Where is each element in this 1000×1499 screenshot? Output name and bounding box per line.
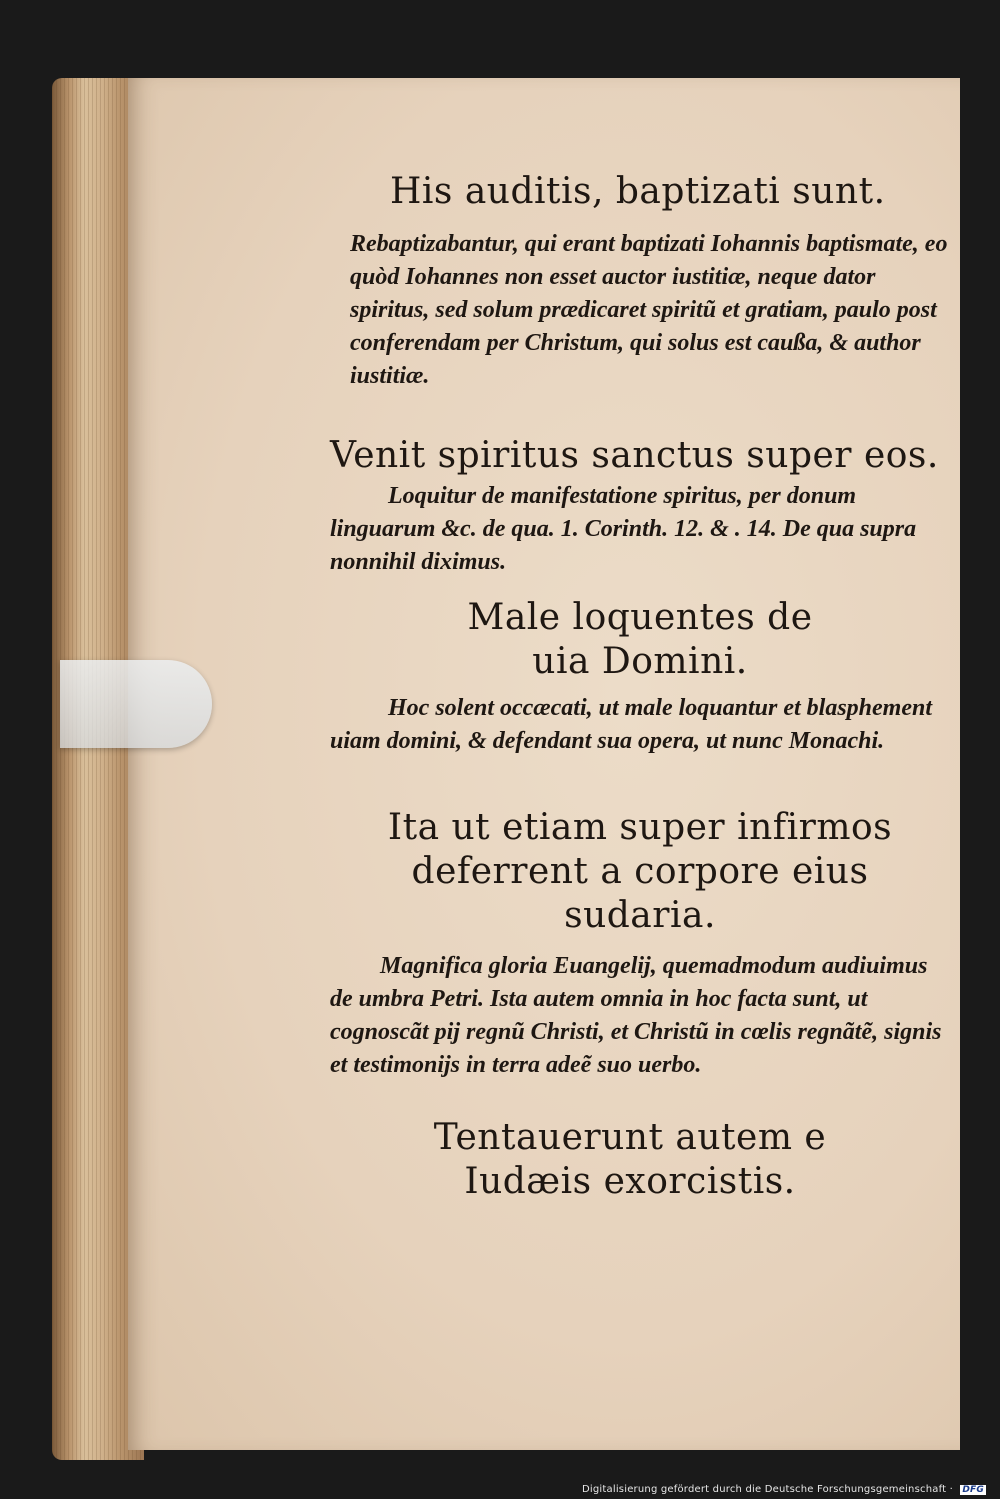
paragraph-hoc-solent: Hoc solent occæcati, ut male loquantur et blasphement uiam domini, & defendant sua opera, ut nunc Monachi. [330,695,933,754]
paragraph-magnifica-gloria: Magnifica gloria Euangelij, quemadmodum audiuimus de umbra Petri. Ista autem omnia in hoc facta sunt, ut cognoscãt pij regnũ Christi, et Christũ in cœlis regnãtẽ, signis et testimonijs in terra adeẽ suo uerbo. [330,953,942,1078]
paragraph-rebaptizabantur: Rebaptizabantur, qui erant baptizati Iohannis baptismate, eo quòd Iohannes non esset auctor iustitiæ, neque dator spiritus, sed solum prædicaret spiritũ et gratiam, paulo post conferendam per Christum, qui solus est caußa, & author iustitiæ. [350,231,948,389]
dfg-logo: DFG [962,1485,984,1495]
digitization-credit [582,1484,986,1495]
heading-venit-spiritus: Venit spiritus sanctus super eos. [330,435,939,476]
page-clip [60,660,212,748]
heading-his-auditis: His auditis, baptizati sunt. [390,171,886,212]
heading-tentauerunt: Tentauerunt autem e Iudæis exorcistis. [433,1117,827,1202]
heading-ita-ut-etiam: Ita ut etiam super infirmos deferrent a corpore eius sudaria. [387,807,893,936]
heading-male-loquentes: Male loquentes de uia Domini. [467,597,813,682]
credit-text: Digitalisierung gefördert durch die Deutsche Forschungsgemeinschaft · [582,1484,953,1495]
paragraph-loquitur: Loquitur de manifestatione spiritus, per donum linguarum &c. de qua. 1. Corinth. 12. & . 14. De qua supra nonnihil diximus. [330,483,917,575]
